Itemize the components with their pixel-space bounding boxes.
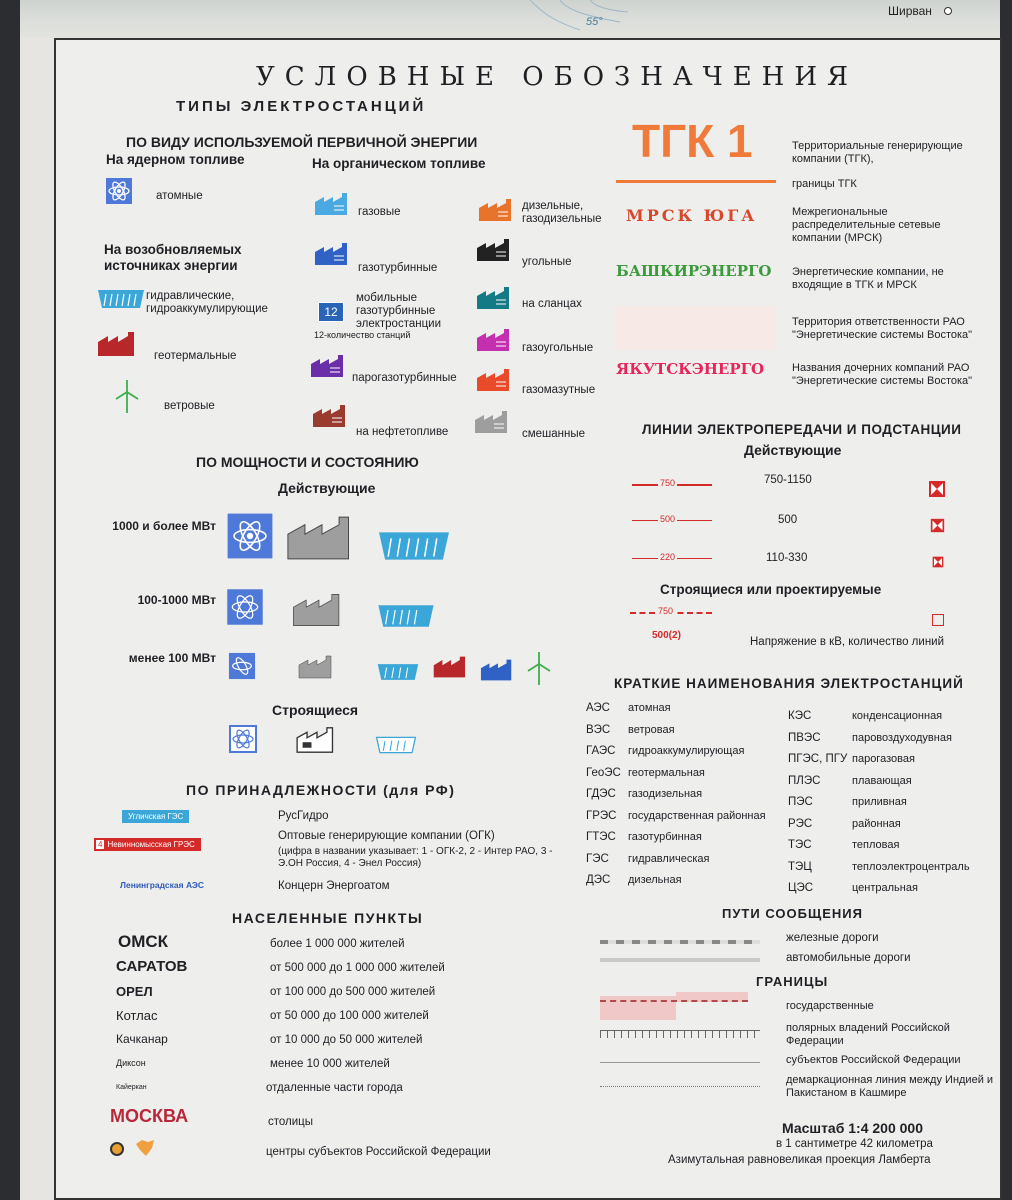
wind-icon bbox=[112, 378, 142, 414]
gasturbine-small-icon bbox=[480, 658, 516, 682]
city-label: Ширван bbox=[888, 4, 932, 18]
settlement-desc-6: менее 10 000 жителей bbox=[270, 1058, 390, 1070]
ogk-number: 4 bbox=[98, 840, 103, 849]
abbrev-value: приливная bbox=[852, 796, 907, 808]
thermal-large-icon bbox=[286, 512, 358, 564]
abbrev-value: плавающая bbox=[852, 774, 912, 787]
mobile-icon: 12 bbox=[318, 302, 344, 322]
company-sample-bashkir: БАШКИРЭНЕРГО bbox=[616, 262, 772, 280]
company-desc-bashkir: Энергетические компании, не входящие в ТГК и МРСК bbox=[792, 266, 944, 291]
route-railway: железные дороги bbox=[786, 932, 879, 944]
line-750-mark: 750 bbox=[660, 478, 676, 488]
abbrev-key: КЭС bbox=[788, 710, 812, 722]
ownership-desc-rushydro: РусГидро bbox=[278, 810, 329, 822]
atomic-large-icon bbox=[226, 512, 274, 560]
region-center-icon bbox=[134, 1138, 156, 1158]
geothermal-icon bbox=[96, 330, 142, 358]
shale-label: на сланцах bbox=[522, 298, 582, 310]
geothermal-small-icon bbox=[432, 652, 472, 682]
border-polar: полярных владений Российской Федерации bbox=[786, 1022, 950, 1047]
settlement-name-1: ОМСК bbox=[118, 932, 169, 951]
abbrev-value: атомная bbox=[628, 702, 671, 714]
company-desc-tgk: Территориальные генерирующие компании (ТГК), bbox=[792, 140, 963, 165]
oil-icon bbox=[312, 404, 350, 428]
settlement-name-4: Котлас bbox=[116, 1008, 158, 1023]
power-building-title: Строящиеся bbox=[272, 702, 359, 718]
abbrev-value: газотурбинная bbox=[628, 831, 702, 843]
hydro-small-icon bbox=[376, 660, 420, 684]
ownership-sample-rushydro: Угличская ГЭС bbox=[122, 810, 189, 823]
abbrev-key: ГДЭС bbox=[586, 788, 616, 800]
tgk-border-line bbox=[616, 180, 776, 183]
abbrev-key: АЭС bbox=[586, 702, 610, 714]
mobile-note: 12-количество станций bbox=[314, 330, 411, 340]
company-sample-mrsk: МРСК ЮГА bbox=[626, 206, 758, 225]
line-220-range: 110-330 bbox=[766, 552, 808, 564]
abbrev-value: тепловая bbox=[852, 839, 900, 851]
abbrev-value: теплоэлектроцентраль bbox=[852, 860, 970, 873]
scale-title: Масштаб 1:4 200 000 bbox=[782, 1120, 923, 1136]
steamgas-label: парогазотурбинные bbox=[352, 372, 457, 384]
abbrev-value: гидроаккумулирующая bbox=[628, 745, 745, 757]
border-state: государственные bbox=[786, 1000, 874, 1012]
gas-label: газовые bbox=[358, 206, 401, 218]
geothermal-label: геотермальные bbox=[154, 350, 237, 362]
abbrev-key: ГРЭС bbox=[586, 809, 617, 822]
abbrev-key: ДЭС bbox=[586, 874, 611, 886]
voltage-example: 500(2) bbox=[652, 630, 681, 641]
abbrev-key: ГЭС bbox=[586, 852, 609, 865]
hydro-icon bbox=[96, 286, 146, 312]
settlement-name-7: Кайеркан bbox=[116, 1084, 147, 1091]
abbrev-value: центральная bbox=[852, 882, 918, 894]
power-active: Действующие bbox=[278, 480, 376, 496]
company-desc-tgk-border: границы ТГК bbox=[792, 178, 857, 190]
primary-energy-title: ПО ВИДУ ИСПОЛЬЗУЕМОЙ ПЕРВИЧНОЙ ЭНЕРГИИ bbox=[126, 134, 478, 150]
gascoal-icon bbox=[476, 328, 514, 352]
abbrev-title: КРАТКИЕ НАИМЕНОВАНИЯ ЭЛЕКТРОСТАНЦИЙ bbox=[614, 676, 964, 691]
rao-territory-swatch bbox=[616, 306, 776, 350]
company-sample-yakut: ЯКУТСКЭНЕРГО bbox=[616, 360, 765, 378]
abbrev-value: геотермальная bbox=[628, 766, 705, 779]
hydro-medium-icon bbox=[376, 600, 436, 632]
atomic-building-icon bbox=[228, 724, 258, 754]
settlement-desc-2: от 500 000 до 1 000 000 жителей bbox=[270, 962, 445, 974]
settlement-name-6: Диксон bbox=[116, 1058, 146, 1068]
ogk-sample-label: Невинномысская ГРЭС bbox=[107, 840, 195, 849]
renewable-title: На возобновляемых источниках энергии bbox=[104, 242, 242, 273]
lines-planned-title: Строящиеся или проектируемые bbox=[660, 582, 882, 597]
organic-title: На органическом топливе bbox=[312, 156, 486, 171]
settlement-desc-1: более 1 000 000 жителей bbox=[270, 938, 405, 950]
line-planned-mark: 750 bbox=[658, 606, 674, 616]
gascoal-label: газоугольные bbox=[522, 342, 594, 354]
line-750-range: 750-1150 bbox=[764, 474, 812, 486]
atomic-medium-icon bbox=[226, 588, 264, 626]
mixed-label: смешанные bbox=[522, 428, 586, 440]
substation-planned-icon bbox=[932, 614, 944, 626]
abbrev-key: ПГЭС, ПГУ bbox=[788, 753, 848, 765]
settlement-desc-8: столицы bbox=[268, 1116, 314, 1128]
scale-line1: в 1 сантиметре 42 километра bbox=[776, 1138, 933, 1150]
scale-line2: Азимутальная равновеликая проекция Ламберта bbox=[668, 1154, 931, 1166]
subject-border-swatch bbox=[600, 1062, 760, 1063]
line-500-mark: 500 bbox=[660, 514, 676, 524]
ownership-title: ПО ПРИНАДЛЕЖНОСТИ (для РФ) bbox=[186, 782, 456, 798]
route-road: автомобильные дороги bbox=[786, 952, 911, 964]
polar-border-swatch bbox=[600, 1030, 760, 1038]
mixed-icon bbox=[474, 410, 512, 434]
abbrev-key: ГеоЭС bbox=[586, 766, 621, 779]
ownership-sample-ogk bbox=[94, 838, 201, 851]
power-row-1-label: 1000 и более МВт bbox=[112, 519, 216, 533]
abbrev-value: районная bbox=[852, 817, 901, 830]
abbrev-value: государственная районная bbox=[628, 809, 766, 822]
settlements-title: НАСЕЛЕННЫЕ ПУНКТЫ bbox=[232, 910, 424, 926]
abbrev-value: ветровая bbox=[628, 723, 675, 736]
line-750-swatch bbox=[632, 478, 712, 492]
coal-icon bbox=[476, 238, 514, 262]
line-220-swatch bbox=[632, 552, 712, 566]
oil-label: на нефтетопливе bbox=[356, 426, 449, 438]
abbrev-value: гидравлическая bbox=[628, 852, 710, 865]
settlement-desc-7: отдаленные части города bbox=[266, 1082, 403, 1094]
abbrev-value: газодизельная bbox=[628, 788, 703, 800]
settlement-name-2: САРАТОВ bbox=[116, 958, 188, 975]
company-desc-mrsk: Межрегиональные распределительные сетевые компании (МРСК) bbox=[792, 206, 941, 244]
abbrev-key: РЭС bbox=[788, 817, 813, 830]
gasfuel-label: газомазутные bbox=[522, 384, 596, 396]
shale-icon bbox=[476, 286, 514, 310]
abbrev-key: ПВЭС bbox=[788, 731, 821, 744]
settlement-name-5: Качканар bbox=[116, 1032, 168, 1046]
thermal-small-icon bbox=[298, 654, 336, 680]
gas-icon bbox=[314, 192, 352, 216]
line-220-mark: 220 bbox=[660, 552, 676, 562]
diesel-label: дизельные, газодизельные bbox=[522, 200, 602, 225]
abbrev-value: парогазовая bbox=[852, 753, 915, 765]
company-sample-tgk: ТГК 1 bbox=[632, 115, 753, 167]
line-500-range: 500 bbox=[778, 514, 798, 526]
abbrev-key: ВЭС bbox=[586, 723, 611, 736]
power-title: ПО МОЩНОСТИ И СОСТОЯНИЮ bbox=[196, 454, 419, 470]
line-planned-swatch bbox=[630, 606, 712, 620]
atomic-label: атомные bbox=[156, 190, 203, 202]
ownership-note-ogk: (цифра в названии указывает: 1 - ОГК-2, 2 - Интер РАО, 3 - Э.ОН Россия, 4 - Энел Россия) bbox=[278, 846, 553, 869]
voltage-desc: Напряжение в кВ, количество линий bbox=[750, 636, 945, 648]
settlement-desc-9: центры субъектов Российской Федерации bbox=[266, 1146, 491, 1158]
mobile-label: мобильные газотурбинные электростанции bbox=[356, 292, 442, 330]
settlement-desc-5: от 10 000 до 50 000 жителей bbox=[270, 1034, 423, 1046]
hydro-label: гидравлические, гидроаккумулирующие bbox=[146, 290, 268, 315]
gasfuel-icon bbox=[476, 368, 514, 392]
company-desc-yakut: Названия дочерних компаний РАО "Энергетические системы Востока" bbox=[792, 362, 973, 387]
borders-title: ГРАНИЦЫ bbox=[756, 974, 829, 989]
railway-swatch bbox=[600, 940, 760, 944]
abbrev-key: ГАЭС bbox=[586, 745, 616, 757]
latitude-label: 55° bbox=[586, 16, 603, 28]
road-swatch bbox=[600, 958, 760, 962]
ownership-desc-ogk: Оптовые генерирующие компании (ОГК) bbox=[278, 830, 495, 842]
state-border-swatch bbox=[600, 1000, 748, 1002]
types-title: ТИПЫ ЭЛЕКТРОСТАНЦИЙ bbox=[176, 98, 427, 115]
coal-label: угольные bbox=[522, 256, 572, 268]
ownership-desc-energoatom: Концерн Энергоатом bbox=[278, 880, 390, 892]
gasturbine-label: газотурбинные bbox=[358, 262, 438, 274]
settlement-name-3: ОРЕЛ bbox=[116, 984, 153, 999]
wind-small-icon bbox=[524, 650, 554, 686]
line-500-swatch bbox=[632, 514, 712, 528]
thermal-building-icon bbox=[296, 726, 338, 754]
hydro-building-icon bbox=[374, 734, 418, 756]
substation-large-icon bbox=[928, 480, 946, 498]
routes-title: ПУТИ СООБЩЕНИЯ bbox=[722, 906, 863, 921]
company-desc-rao: Территория ответственности РАО "Энергетические системы Востока" bbox=[792, 316, 973, 341]
power-row-2-label: 100-1000 МВт bbox=[137, 593, 216, 607]
settlement-name-8: МОСКВА bbox=[110, 1106, 189, 1126]
city-dot-icon bbox=[944, 7, 952, 15]
border-demarcation: демаркационная линия между Индией и Пакистаном в Кашмире bbox=[786, 1074, 994, 1099]
substation-medium-icon bbox=[930, 518, 945, 533]
abbrev-key: ТЭС bbox=[788, 839, 812, 851]
abbrev-value: паровоздуходувная bbox=[852, 731, 952, 744]
hydro-large-icon bbox=[376, 526, 452, 566]
abbrev-key: ЦЭС bbox=[788, 882, 814, 894]
gasturbine-icon bbox=[314, 242, 352, 266]
lines-title: ЛИНИИ ЭЛЕКТРОПЕРЕДАЧИ И ПОДСТАНЦИИ bbox=[642, 422, 962, 437]
diesel-icon bbox=[478, 198, 516, 222]
center-dot-icon bbox=[110, 1142, 124, 1156]
settlement-desc-4: от 50 000 до 100 000 жителей bbox=[270, 1010, 429, 1022]
thermal-medium-icon bbox=[292, 592, 346, 628]
lines-active: Действующие bbox=[744, 442, 842, 458]
abbrev-key: ПЛЭС bbox=[788, 774, 821, 787]
legend-sheet bbox=[20, 0, 1000, 1200]
demarcation-swatch bbox=[600, 1086, 760, 1087]
map-edge-strip bbox=[20, 0, 1000, 38]
atomic-icon bbox=[104, 176, 134, 206]
border-subject: субъектов Российской Федерации bbox=[786, 1054, 961, 1066]
power-row-3-label: менее 100 МВт bbox=[128, 651, 216, 665]
abbrev-key: ГТЭС bbox=[586, 831, 616, 843]
settlement-desc-3: от 100 000 до 500 000 жителей bbox=[270, 986, 436, 998]
abbrev-value: конденсационная bbox=[852, 710, 943, 722]
abbrev-key: ПЭС bbox=[788, 796, 813, 808]
abbrev-value: дизельная bbox=[628, 874, 682, 886]
map-contour-lines bbox=[510, 0, 630, 38]
nuclear-title: На ядерном топливе bbox=[106, 152, 245, 167]
wind-label: ветровые bbox=[164, 400, 215, 412]
legend-title: УСЛОВНЫЕ ОБОЗНАЧЕНИЯ bbox=[256, 62, 859, 92]
ownership-sample-energoatom: Ленинградская АЭС bbox=[120, 880, 205, 890]
legend-frame bbox=[54, 38, 1002, 1200]
atomic-small-icon bbox=[228, 652, 256, 680]
steamgas-icon bbox=[310, 354, 348, 378]
substation-small-icon bbox=[932, 556, 944, 568]
abbrev-key: ТЭЦ bbox=[788, 860, 812, 873]
